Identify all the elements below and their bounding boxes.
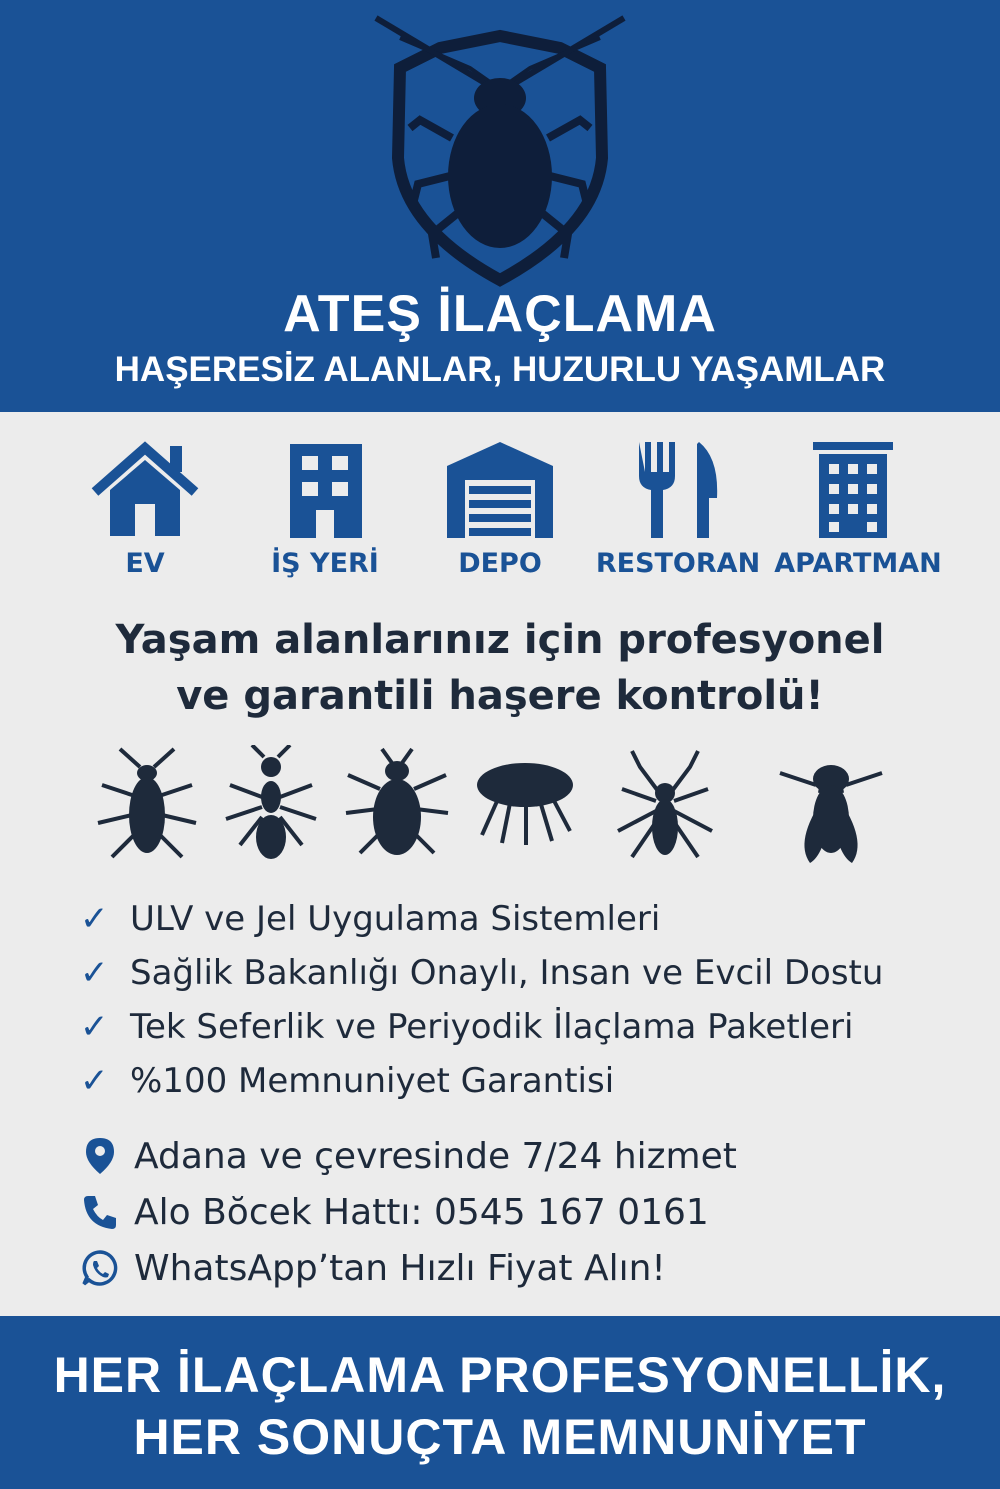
pest-icons [0,745,1000,865]
feature-text: Tek Seferlik ve Periyodik İlaçlama Paketleri [130,1007,854,1047]
contact-service-area [80,1128,980,1184]
bedbug-icon [342,745,452,865]
footer-motto [0,1344,1000,1468]
place-apartman [768,440,948,579]
header-band [0,0,1000,412]
place-label: EV [125,548,165,579]
place-restoran [588,440,768,579]
check-icon: ✓ [80,953,109,993]
feature-text: ULV ve Jel Uygulama Sistemleri [130,899,661,939]
headline-line: ve garantili haşere kontrolü! [176,673,824,719]
feature-item [80,946,980,1000]
feature-item [80,1000,980,1054]
flea-icon [470,745,580,865]
headline [0,612,1000,724]
warehouse-icon [445,440,555,540]
footer-line: HER SONUÇTA MEMNUNİYET [133,1409,867,1465]
footer-band [0,1316,1000,1489]
check-icon: ✓ [80,1061,109,1101]
headline-line: Yaşam alanlarınız için profesyonel [115,617,885,663]
place-label: RESTORAN [595,548,761,579]
place-label: İŞ YERİ [271,548,379,579]
feature-list [80,892,980,1108]
phone-icon [80,1192,120,1232]
service-places [0,440,1000,590]
check-icon: ✓ [80,899,109,939]
place-label: DEPO [458,548,542,579]
place-ev [55,440,235,579]
fly-icon [776,745,886,865]
apartment-building-icon [803,440,913,540]
cockroach-icon [92,745,202,865]
contact-text: Alo Bŏcek Hattı: 0545 167 0161 [134,1191,709,1233]
feature-text: %100 Memnuniyet Garantisi [130,1061,615,1101]
contact-text: Adana ve çevresinde 7/24 hizmet [134,1135,737,1177]
footer-line: HER İLAÇLAMA PROFESYONELLİK, [53,1347,947,1403]
feature-item [80,1054,980,1108]
house-icon [90,440,200,540]
place-is-yeri [235,440,415,579]
feature-text: Sağlik Bakanlığı Onaylı, Insan ve Evcil Dostu [130,953,884,993]
place-label: APARTMAN [774,548,942,579]
contact-text: WhatsApp’tan Hızlı Fiyat Alın! [134,1247,666,1289]
contact-list [80,1128,980,1296]
spider-icon [610,745,720,865]
place-depo [410,440,590,579]
cockroach-shield-icon [340,8,660,288]
slogan: HAŞERESİZ ALANLAR, HUZURLU YAŞAMLAR [114,350,886,389]
whatsapp-icon [80,1248,120,1288]
contact-whatsapp[interactable] [80,1240,980,1296]
fork-knife-icon [623,440,733,540]
brand-name: ATEŞ İLAÇLAMA [283,285,717,343]
feature-item [80,892,980,946]
contact-phone[interactable] [80,1184,980,1240]
office-building-icon [270,440,380,540]
location-pin-icon [80,1136,120,1176]
check-icon: ✓ [80,1007,109,1047]
ant-icon [216,745,326,865]
